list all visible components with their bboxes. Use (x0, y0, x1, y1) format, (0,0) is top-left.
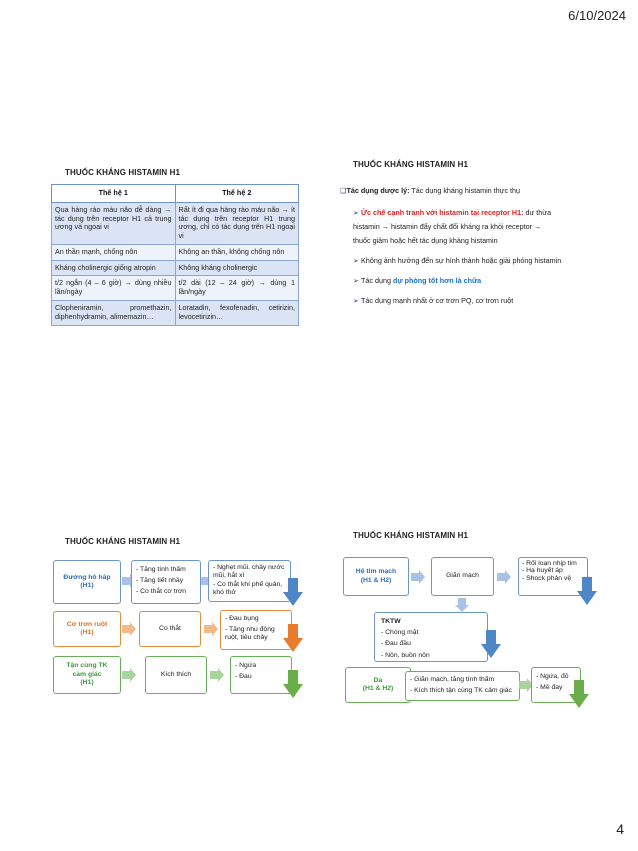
skin-box (345, 667, 411, 703)
slide1-title: THUỐC KHÁNG HISTAMIN H1 (65, 168, 181, 177)
point-1-text-a: dư thừa (523, 208, 552, 217)
vasodilation-box (431, 557, 494, 596)
arrow-bullet-icon: ➢ (353, 276, 360, 286)
table-cell: Qua hàng rào máu não dễ dàng → tác dụng trên receptor H1 cả trung ương và ngoại vi (52, 202, 176, 244)
list-item: - Hạ huyết áp (522, 567, 563, 575)
sensory-receptor: (H1) (80, 679, 94, 687)
intestine-label: Cơ trơn ruột (66, 620, 108, 628)
airway-label: Đường hô hấp (63, 573, 111, 581)
cns-box (374, 612, 488, 662)
slide2-title: THUỐC KHÁNG HISTAMIN H1 (353, 160, 469, 169)
arrow-right-icon (122, 668, 136, 682)
arrow-right-icon (210, 668, 224, 682)
arrow-down-icon (481, 630, 501, 658)
slide2-body (340, 186, 610, 305)
vasodilation-label: Giãn mạch (446, 572, 479, 580)
slide3-title: THUỐC KHÁNG HISTAMIN H1 (65, 537, 181, 546)
list-item: - Tăng nhu động ruột, tiêu chảy (225, 625, 275, 642)
list-item: - Giãn mạch, tăng tính thấm (410, 675, 495, 683)
skin-receptor: (H1 & H2) (362, 685, 394, 692)
list-item: - Đau (235, 672, 252, 680)
airway-symptom-box (208, 560, 291, 602)
arrow-bullet-icon: ➢ (353, 256, 360, 266)
table-cell: Loratadin, fexofenadin, cetirizin, levocetirizin… (175, 301, 299, 326)
arrow-down-icon (283, 624, 303, 652)
col-gen1: Thế hệ 1 (52, 185, 176, 203)
point-2-text: Không ảnh hưởng đến sự hình thành hoặc giải phóng histamin (361, 256, 562, 266)
intestine-symptom-box (220, 610, 292, 650)
table-cell: An thần mạnh, chống nôn (52, 244, 176, 260)
table-cell: Clopheniramin, promethazin, diphenhydramin, alimemazin… (52, 301, 176, 326)
point-4 (340, 296, 610, 305)
arrow-right-icon (204, 622, 218, 636)
airway-box (53, 560, 121, 604)
arrow-bullet-icon: ➢ (353, 296, 360, 306)
airway-mechanism-box (131, 560, 201, 604)
list-item: - Ngứa (235, 661, 257, 669)
arrow-right-icon (411, 570, 425, 584)
point-4-text: Tác dụng mạnh nhất ở cơ trơn PQ, cơ trơn ruột (361, 296, 514, 306)
arrow-right-icon (497, 570, 511, 584)
skin-label: Da (373, 676, 383, 684)
arrow-down-icon (569, 680, 589, 708)
heading-text: Tác dụng kháng histamin thực thụ (409, 186, 521, 195)
point-2 (340, 256, 610, 265)
arrow-right-icon (122, 622, 136, 636)
cardio-label: Hệ tim mạch (355, 568, 397, 576)
cardio-box (343, 557, 409, 596)
point-3-highlight: dự phòng tốt hơn là chữa (393, 276, 482, 286)
point-1-text-b: histamin → histamin đẩy chất đối kháng ra khỏi receptor → (353, 222, 542, 232)
sensory-mechanism-box (145, 656, 207, 694)
list-item: - Mề đay (536, 683, 563, 691)
cns-title: TKTW (381, 617, 401, 625)
table-cell: Không kháng cholinergic (175, 260, 299, 276)
table-cell: Rất ít đi qua hàng rào máu não → ít tác dụng trên receptor H1 trung ương, chỉ có tác dụng trên H1 ngoại vi (175, 202, 299, 244)
arrow-down-icon (455, 598, 469, 612)
intestine-box (53, 611, 121, 647)
list-item: - Đau đầu (381, 640, 411, 648)
point-1 (340, 206, 610, 248)
checkbox-bullet-icon: ❑ (340, 186, 347, 195)
list-item: - Co thắt cơ trơn (136, 588, 187, 596)
list-item: - Tăng tính thấm (136, 565, 186, 573)
list-item: - Co thắt khí phế quản, khó thở (213, 580, 283, 597)
table-row (52, 244, 299, 260)
table-cell: Kháng cholinergic giống atropin (52, 260, 176, 276)
heading-label: Tác dụng dược lý: (346, 186, 410, 195)
intestine-receptor: (H1) (80, 629, 94, 636)
table-row (52, 202, 299, 244)
table-cell: t/2 dài (12 – 24 giờ) → dùng 1 lần/ngày (175, 276, 299, 301)
list-item: - Rối loạn nhịp tim (522, 560, 577, 567)
table-cell: Không an thần, không chống nôn (175, 244, 299, 260)
table-cell: t/2 ngắn (4 – 6 giờ) → dùng nhiều lần/ngày (52, 276, 176, 301)
heading-line (340, 186, 610, 195)
list-item: - Nôn, buồn nôn (381, 651, 430, 659)
slide4-title: THUỐC KHÁNG HISTAMIN H1 (353, 531, 469, 540)
table-row (52, 260, 299, 276)
arrow-down-icon (283, 670, 303, 698)
point-3-text: Tác dụng (361, 276, 393, 286)
airway-receptor: (H1) (80, 582, 94, 589)
intestine-mechanism: Co thắt (159, 624, 181, 632)
cardio-receptor: (H1 & H2) (360, 576, 392, 584)
sensory-label: Tận cùng TK cảm giác (66, 662, 108, 678)
sensory-box (53, 656, 121, 694)
page-number: 4 (616, 821, 624, 837)
arrow-down-icon (577, 577, 597, 605)
point-3 (340, 276, 610, 285)
list-item: - Đau bụng (225, 614, 259, 622)
list-item: - Ngứa, đỏ (536, 672, 569, 680)
list-item: - Chóng mặt (381, 628, 419, 636)
list-item: - Nghẹt mũi, chảy nước mũi, hắt xì (213, 564, 285, 580)
date: 6/10/2024 (568, 8, 626, 23)
sensory-mechanism: Kích thích (160, 670, 192, 678)
generation-table (51, 184, 299, 326)
point-1-highlight: Ức chế cạnh tranh với histamin tại receptor H1: (361, 208, 524, 217)
col-gen2: Thế hệ 2 (175, 185, 299, 203)
arrow-down-icon (283, 578, 303, 606)
point-1-text-c: thuốc giảm hoặc hết tác dụng kháng histamin (353, 236, 498, 246)
table-row (52, 276, 299, 301)
table-row (52, 301, 299, 326)
arrow-bullet-icon: ➢ (353, 208, 360, 217)
skin-mechanism-box (405, 671, 520, 701)
list-item: - Shock phản vệ (522, 574, 572, 582)
list-item: - Kích thích tận cùng TK cảm giác (410, 686, 512, 694)
list-item: - Tăng tiết nhầy (136, 576, 184, 584)
intestine-mechanism-box (139, 611, 201, 647)
